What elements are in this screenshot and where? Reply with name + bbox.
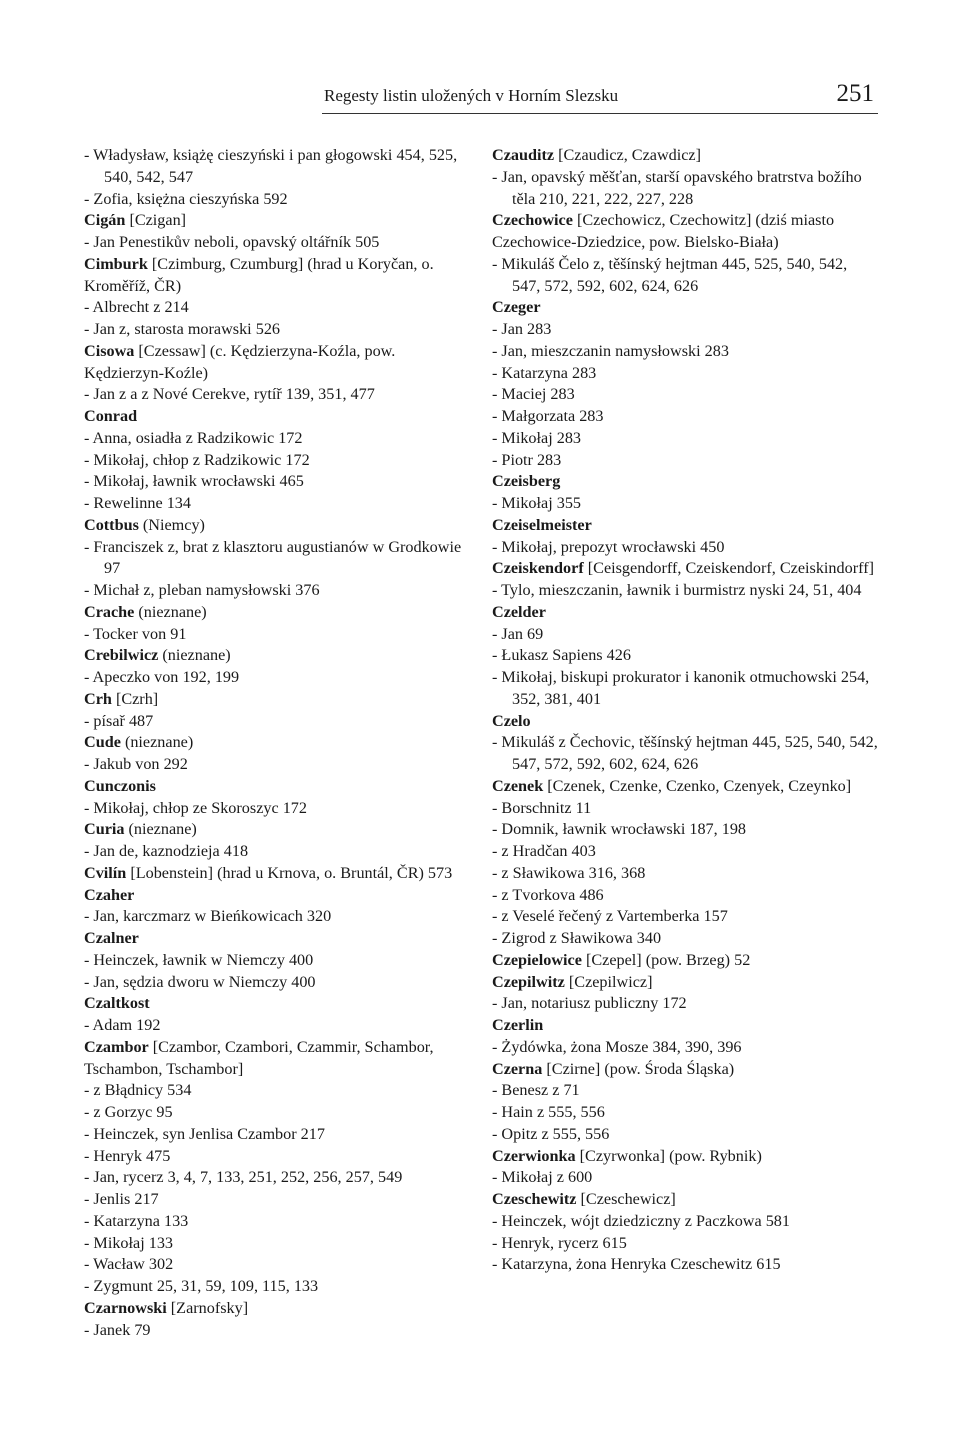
index-subentry: - Janek 79	[84, 1320, 151, 1339]
index-subentry: - písař 487	[84, 711, 154, 730]
index-subentry: - z Błądnicy 534	[84, 1081, 192, 1100]
index-heading-name: Czenek	[492, 776, 544, 795]
index-subentry: - Jan z a z Nové Cerekve, rytíř 139, 351, 477	[84, 385, 375, 404]
index-heading-name: Crache	[84, 602, 135, 621]
index-subentry: - Mikuláš Čelo z, těšínský hejtman 445, 525, 540, 542, 547, 572, 592, 602, 624, 626	[492, 254, 848, 295]
index-subentry: - Mikołaj, ławnik wrocławski 465	[84, 472, 304, 491]
index-heading	[84, 776, 470, 798]
index-subentry: - Franciszek z, brat z klasztoru augustianów w Grodkowie 97	[84, 537, 462, 578]
index-heading-name: Crebilwicz	[84, 646, 159, 665]
index-heading-name: Conrad	[84, 407, 138, 425]
index-subentry: - Tocker von 91	[84, 624, 187, 643]
index-heading	[84, 863, 470, 885]
index-subentry: - Jakub von 292	[84, 755, 188, 773]
index-heading-name: Czeiselmeister	[492, 515, 592, 534]
index-heading	[492, 1189, 878, 1211]
index-heading	[84, 819, 470, 841]
index-subentry: - Opitz z 555, 556	[492, 1124, 610, 1143]
index-heading	[84, 515, 470, 537]
index-subentry: - Maciej 283	[492, 385, 575, 404]
index-heading-name: Czalner	[84, 929, 139, 947]
index-heading-name: Czarnowski	[84, 1298, 167, 1317]
index-subentry: - Tylo, mieszczanin, ławnik i burmistrz nyski 24, 51, 404	[492, 581, 862, 599]
index-heading-details: (nieznane)	[120, 733, 194, 752]
index-subentry: - Zigrod z Sławikowa 340	[492, 929, 662, 947]
page-header	[84, 80, 878, 114]
index-heading-details: (Niemcy)	[138, 515, 205, 534]
index-heading-details: [Czenek, Czenke, Czenko, Czenyek, Czeynko]	[543, 776, 852, 795]
index-heading	[84, 1298, 470, 1320]
index-subentry: - Katarzyna 283	[492, 363, 597, 382]
index-heading	[84, 602, 470, 624]
index-subentry: - Mikołaj, biskupi prokurator i kanonik otmuchowski 254, 352, 381, 401	[492, 668, 870, 708]
index-heading-name: Cigán	[84, 211, 126, 230]
index-subentry: - Mikołaj, chłop ze Skoroszyc 172	[84, 798, 307, 817]
index-heading	[492, 1059, 878, 1081]
index-subentry: - z Veselé řečený z Vartemberka 157	[492, 907, 728, 926]
index-heading-details: [Czechowicz, Czechowitz] (dziś miasto Czechowice-Dziedzice, pow. Bielsko-Biała)	[492, 211, 835, 251]
index-heading-details: [Czeschewicz]	[576, 1190, 676, 1208]
index-heading	[84, 406, 470, 428]
index-heading-details: [Czimburg, Czumburg] (hrad u Koryčan, o. Kroměříž, ČR)	[84, 254, 434, 295]
index-subentry: - Władysław, książę cieszyński i pan głogowski 454, 525, 540, 542, 547	[84, 146, 458, 186]
index-subentry: - Jan Penestikův neboli, opavský oltářník 505	[84, 233, 380, 251]
index-heading-name: Czelder	[492, 602, 546, 621]
index-subentry: - Wacław 302	[84, 1255, 174, 1274]
index-subentry: - Domnik, ławnik wrocławski 187, 198	[492, 820, 747, 839]
index-heading-name: Czepielowice	[492, 950, 582, 969]
index-subentry: - Jan de, kaznodzieja 418	[84, 842, 249, 860]
index-heading-details: [Czepilwicz]	[564, 972, 653, 991]
index-heading-name: Czechowice	[492, 211, 573, 230]
index-heading-details: [Czirne] (pow. Środa Śląska)	[542, 1059, 735, 1078]
index-heading	[84, 732, 470, 754]
index-heading-name: Czerlin	[492, 1016, 544, 1034]
index-heading-name: Cvilín	[84, 863, 127, 882]
index-subentry: - Jan, rycerz 3, 4, 7, 133, 251, 252, 256, 257, 549	[84, 1168, 403, 1187]
index-subentry: - Heinczek, wójt dziedziczny z Paczkowa 581	[492, 1211, 790, 1230]
index-heading	[492, 515, 878, 537]
index-subentry: - Jan, notariusz publiczny 172	[492, 994, 687, 1013]
index-subentry: - Heinczek, ławnik w Niemczy 400	[84, 950, 314, 969]
index-heading-name: Crh	[84, 689, 112, 708]
index-heading	[84, 1037, 470, 1081]
index-heading-name: Czaher	[84, 885, 135, 904]
index-subentry: - Mikuláš z Čechovic, těšínský hejtman 445, 525, 540, 542, 547, 572, 592, 602, 624, 626	[492, 733, 878, 773]
index-subentry: - Jan 69	[492, 624, 544, 643]
index-subentry: - Henryk, rycerz 615	[492, 1233, 627, 1252]
index-subentry: - Anna, osiadła z Radzikowic 172	[84, 428, 303, 447]
index-heading	[492, 1146, 878, 1168]
index-subentry: - Katarzyna, żona Henryka Czeschewitz 615	[492, 1255, 781, 1274]
index-subentry: - Łukasz Sapiens 426	[492, 646, 631, 665]
right-column	[492, 145, 878, 1276]
index-heading-name: Cisowa	[84, 341, 135, 360]
index-heading-name: Czauditz	[492, 146, 555, 164]
index-heading-name: Cottbus	[84, 515, 139, 534]
index-heading	[492, 471, 878, 493]
index-heading-details: [Czepel] (pow. Brzeg) 52	[581, 950, 751, 969]
index-heading	[84, 210, 470, 232]
index-heading	[492, 297, 878, 319]
index-heading	[84, 645, 470, 667]
index-heading	[84, 885, 470, 907]
index-heading-name: Czaltkost	[84, 994, 150, 1013]
index-heading-name: Czelo	[492, 711, 531, 730]
index-heading-name: Czerna	[492, 1059, 543, 1078]
index-subentry: - z Tvorkova 486	[492, 885, 604, 904]
index-heading	[492, 210, 878, 254]
index-subentry: - Piotr 283	[492, 450, 562, 469]
index-heading	[84, 254, 470, 298]
index-heading-details: [Ceisgendorff, Czeiskendorf, Czeiskindorff]	[583, 559, 874, 578]
index-heading-name: Czeiskendorf	[492, 559, 584, 578]
index-subentry: - Mikołaj 283	[492, 428, 582, 447]
index-heading-name: Curia	[84, 820, 125, 839]
index-subentry: - Jan, opavský měšťan, starší opavského bratrstva božího těla 210, 221, 222, 227, 228	[492, 167, 862, 208]
index-subentry: - z Hradčan 403	[492, 842, 596, 860]
index-heading	[492, 776, 878, 798]
index-heading-details: [Czyrwonka] (pow. Rybnik)	[575, 1146, 762, 1165]
index-heading-details: (nieznane)	[134, 602, 207, 621]
index-heading	[492, 711, 878, 733]
index-heading-details: [Lobenstein] (hrad u Krnova, o. Bruntál, ČR) 573	[126, 863, 453, 882]
index-subentry: - Michał z, pleban namysłowski 376	[84, 581, 320, 599]
index-subentry: - z Gorzyc 95	[84, 1103, 173, 1121]
index-subentry: - Henryk 475	[84, 1146, 171, 1165]
index-heading-name: Cude	[84, 733, 121, 752]
index-heading	[492, 602, 878, 624]
index-heading-name: Cimburk	[84, 254, 148, 273]
index-subentry: - Hain z 555, 556	[492, 1103, 605, 1121]
index-heading-details: [Czigan]	[125, 211, 187, 230]
index-heading	[492, 145, 878, 167]
index-heading-name: Cunczonis	[84, 776, 156, 795]
index-subentry: - Jenlis 217	[84, 1190, 159, 1208]
index-subentry: - Benesz z 71	[492, 1081, 580, 1100]
index-subentry: - Zofia, księżna cieszyńska 592	[84, 189, 288, 208]
index-heading	[492, 558, 878, 580]
index-heading-name: Czeisberg	[492, 472, 561, 491]
index-subentry: - Adam 192	[84, 1016, 161, 1034]
index-subentry: - z Sławikowa 316, 368	[492, 863, 646, 882]
running-title: Regesty listin uložených v Horním Slezsku	[324, 86, 619, 105]
index-heading-name: Czepilwitz	[492, 972, 565, 991]
index-heading-name: Czambor	[84, 1037, 149, 1056]
index-subentry: - Apeczko von 192, 199	[84, 668, 240, 686]
index-heading-details: [Zarnofsky]	[166, 1298, 249, 1317]
index-subentry: - Mikołaj, chłop z Radzikowic 172	[84, 450, 310, 469]
index-heading	[84, 993, 470, 1015]
index-heading	[84, 928, 470, 950]
index-subentry: - Jan, karczmarz w Bieńkowicach 320	[84, 907, 332, 926]
index-subentry: - Jan, sędzia dworu w Niemczy 400	[84, 972, 316, 991]
index-heading	[84, 341, 470, 385]
index-subentry: - Albrecht z 214	[84, 298, 189, 317]
index-heading-details: [Czambor, Czambori, Czammir, Schambor, Tschambon, Tschambor]	[84, 1037, 434, 1078]
index-heading	[492, 950, 878, 972]
index-subentry: - Heinczek, syn Jenlisa Czambor 217	[84, 1124, 325, 1143]
index-subentry: - Mikołaj, prepozyt wrocławski 450	[492, 537, 725, 556]
index-subentry: - Jan z, starosta morawski 526	[84, 320, 281, 338]
index-subentry: - Mikołaj 133	[84, 1233, 174, 1252]
index-subentry: - Jan 283	[492, 320, 552, 338]
index-subentry: - Mikołaj 355	[492, 494, 582, 512]
index-heading	[84, 689, 470, 711]
index-subentry: - Rewelinne 134	[84, 494, 191, 512]
header-rule	[322, 113, 878, 114]
index-heading-details: (nieznane)	[158, 646, 231, 665]
index-subentry: - Żydówka, żona Mosze 384, 390, 396	[492, 1037, 742, 1056]
index-heading-details: [Czrh]	[111, 689, 159, 708]
index-heading-name: Czeger	[492, 298, 541, 317]
index-heading-details: [Czaudicz, Czawdicz]	[554, 146, 702, 164]
index-subentry: - Małgorzata 283	[492, 407, 604, 425]
index-subentry: - Borschnitz 11	[492, 798, 592, 817]
index-heading	[492, 1015, 878, 1037]
index-heading-details: (nieznane)	[124, 820, 197, 839]
index-subentry: - Mikołaj z 600	[492, 1168, 593, 1187]
index-heading-name: Czeschewitz	[492, 1190, 577, 1208]
index-subentry: - Katarzyna 133	[84, 1211, 189, 1230]
index-heading-name: Czerwionka	[492, 1146, 576, 1165]
left-column	[84, 145, 470, 1341]
index-heading-details: [Czessaw] (c. Kędzierzyna-Koźla, pow. Kędzierzyn-Koźle)	[84, 341, 396, 382]
index-subentry: - Zygmunt 25, 31, 59, 109, 115, 133	[84, 1277, 319, 1295]
index-subentry: - Jan, mieszczanin namysłowski 283	[492, 341, 729, 360]
page-number: 251	[836, 80, 874, 107]
index-heading	[492, 972, 878, 994]
